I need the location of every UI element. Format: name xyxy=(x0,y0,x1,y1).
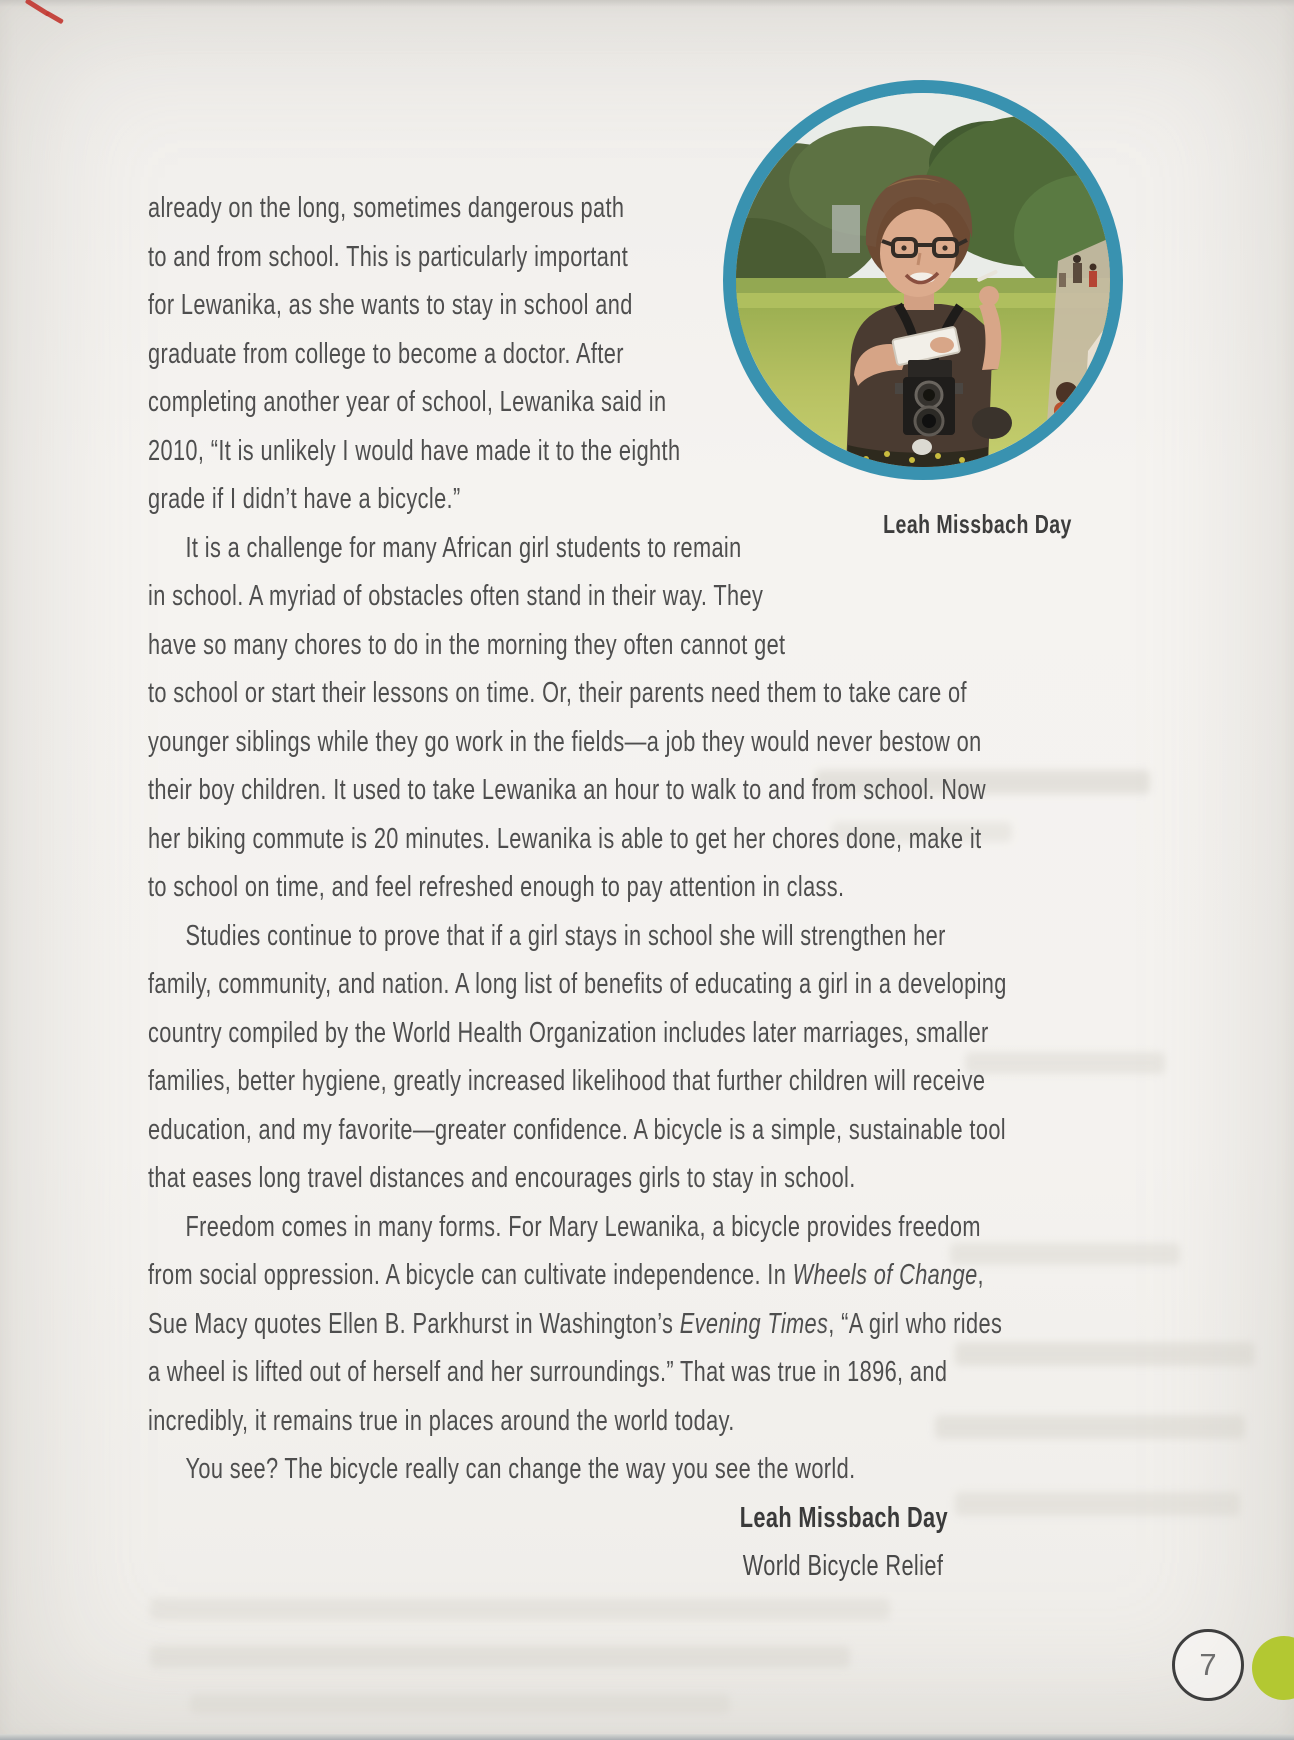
text-line: 2010, “It is unlikely I would have made it to the eighth xyxy=(148,434,681,467)
bleed-through-text xyxy=(150,1598,890,1620)
text-line: have so many chores to do in the morning they often cannot get xyxy=(148,628,786,661)
scan-edge-top xyxy=(0,0,1294,7)
bleed-through-text xyxy=(190,1694,730,1714)
text-line: grade if I didn’t have a bicycle.” xyxy=(148,483,461,515)
text-line: country compiled by the World Health Organization includes later marriages, smaller xyxy=(148,1016,989,1049)
text-line: to school on time, and feel refreshed enough to pay attention in class. xyxy=(148,871,845,903)
text-line: Freedom comes in many forms. For Mary Lewanika, a bicycle provides freedom xyxy=(185,1210,981,1243)
text-line: graduate from college to become a doctor. After xyxy=(148,337,624,370)
text-line: Studies continue to prove that if a girl stays in school she will strengthen her xyxy=(185,919,946,952)
text-line: You see? The bicycle really can change the way you see the world. xyxy=(185,1453,856,1485)
text-line: their boy children. It used to take Lewanika an hour to walk to and from school. Now xyxy=(148,774,986,806)
text-line: a wheel is lifted out of herself and her surroundings.” That was true in 1896, and xyxy=(148,1356,948,1388)
text-line: to school or start their lessons on time. Or, their parents need them to take care of xyxy=(148,677,967,709)
photo-child xyxy=(1054,382,1079,434)
text-line: her biking commute is 20 minutes. Lewanika is able to get her chores done, make it xyxy=(148,822,982,855)
text-line: Sue Macy quotes Ellen B. Parkhurst in Washington’s Evening Times, “A girl who rides xyxy=(148,1307,1003,1340)
red-pen-mark xyxy=(45,11,64,25)
text-line: It is a challenge for many African girl students to remain xyxy=(185,531,742,564)
text-line: for Lewanika, as she wants to stay in school and xyxy=(148,289,633,321)
text-line: younger siblings while they go work in the fields—a job they would never bestow on xyxy=(148,725,982,758)
photo-caption: Leah Missbach Day xyxy=(883,509,1072,539)
body-text xyxy=(148,184,1048,1591)
text-line: from social oppression. A bicycle can cultivate independence. In Wheels of Change, xyxy=(148,1259,984,1291)
text-line: education, and my favorite—greater confidence. A bicycle is a simple, sustainable tool xyxy=(148,1113,1006,1146)
page-number-badge xyxy=(1172,1629,1244,1701)
scan-edge-bottom xyxy=(0,1734,1294,1740)
text-line: to and from school. This is particularly important xyxy=(148,240,629,273)
text-line: already on the long, sometimes dangerous path xyxy=(148,192,625,224)
signature-organization: World Bicycle Relief xyxy=(742,1550,944,1582)
page-number: 7 xyxy=(1199,1647,1217,1682)
lime-accent-circle xyxy=(1252,1636,1294,1700)
text-line: family, community, and nation. A long list of benefits of educating a girl in a developing xyxy=(148,968,1007,1000)
text-line: that eases long travel distances and encourages girls to stay in school. xyxy=(148,1162,856,1194)
text-line: incredibly, it remains true in places around the world today. xyxy=(148,1404,735,1437)
text-line: in school. A myriad of obstacles often stand in their way. They xyxy=(148,580,764,612)
signature-name: Leah Missbach Day xyxy=(739,1501,948,1534)
text-line: completing another year of school, Lewanika said in xyxy=(148,386,667,418)
text-line: families, better hygiene, greatly increased likelihood that further children will receive xyxy=(148,1065,986,1097)
bleed-through-text xyxy=(150,1646,850,1668)
